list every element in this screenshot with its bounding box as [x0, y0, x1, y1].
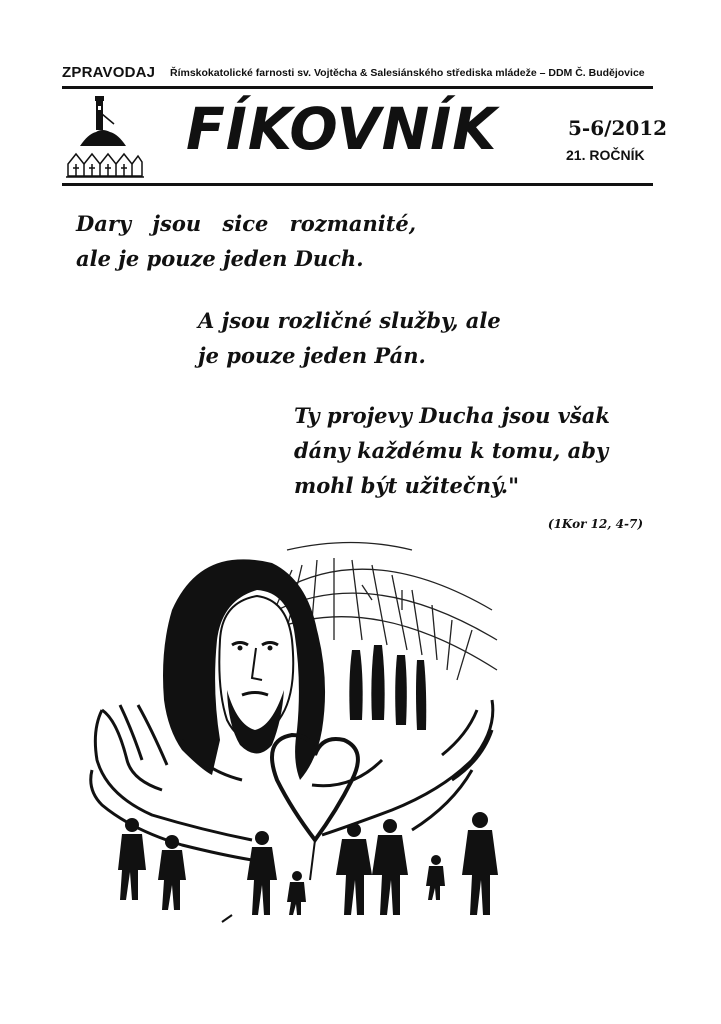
publisher-line: Římskokatolické farnosti sv. Vojtěcha & Salesiánského střediska mládeže – DDM Č. Budějovice	[170, 67, 645, 79]
quote-stanza-2	[198, 303, 558, 373]
newsletter-title: FÍKOVNÍK	[186, 95, 498, 163]
quote-stanza-3	[294, 398, 654, 503]
quote-line: je pouze jeden Pán.	[198, 343, 426, 368]
quote-line: mohl být užitečný."	[294, 473, 520, 498]
quote-line: dány každému k tomu, aby	[294, 438, 609, 463]
quote-line: Ty projevy Ducha jsou však	[294, 403, 610, 428]
church-logo-icon	[66, 94, 144, 180]
quote-stanza-1	[76, 206, 448, 276]
issue-number: 5-6/2012	[568, 116, 668, 140]
volume-number: 21. ROČNÍK	[566, 147, 645, 163]
masthead-rule	[62, 183, 653, 186]
quote-line: A jsou rozličné služby, ale	[198, 308, 501, 333]
top-rule	[62, 86, 653, 89]
newsletter-label: ZPRAVODAJ	[62, 64, 156, 81]
jesus-open-hands-heart-illustration-icon	[72, 530, 504, 935]
quote-line: ale je pouze jeden Duch.	[76, 246, 364, 271]
bible-reference: (1Kor 12, 4-7)	[547, 517, 643, 531]
quote-line: Dary jsou sice rozmanité,	[76, 211, 417, 236]
